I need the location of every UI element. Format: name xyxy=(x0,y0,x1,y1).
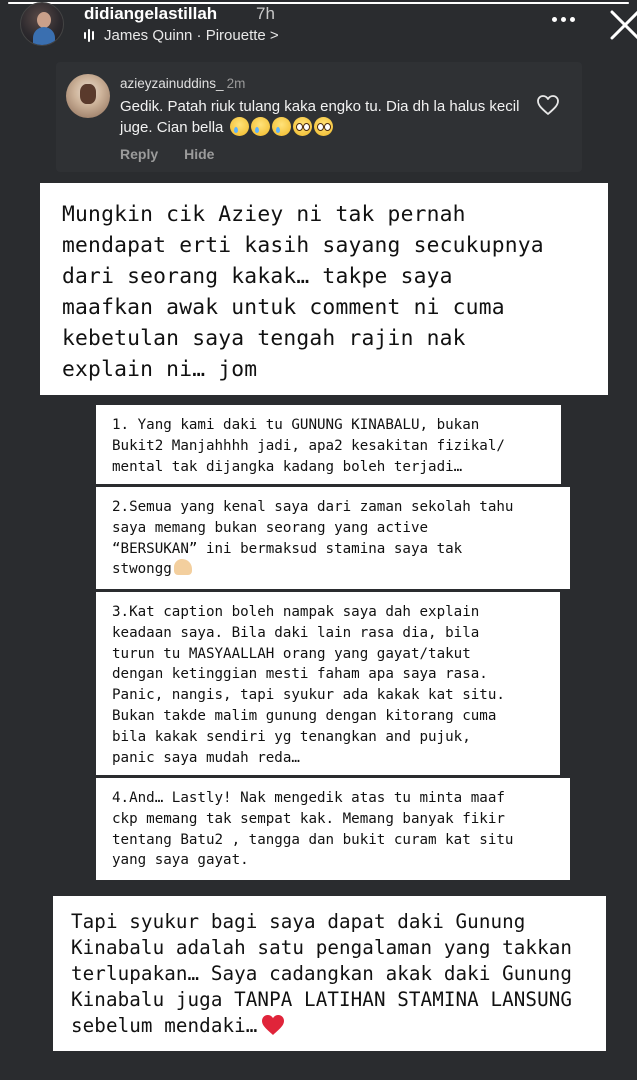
main-text: Mungkin cik Aziey ni tak pernah mendapat erti kasih sayang secukupnya dari seorang kakak… takpe saya maafkan awak untuk comment ni cuma kebetulan saya tengah rajin nak explain ni… jom xyxy=(62,202,544,382)
main-text-box xyxy=(40,183,608,395)
commenter-username xyxy=(120,76,245,91)
point-1-box xyxy=(96,405,561,484)
red-heart-icon xyxy=(261,1014,285,1036)
flexed-biceps-icon xyxy=(174,559,192,575)
story-header xyxy=(18,0,637,52)
closing-text xyxy=(71,909,606,1039)
comment-text xyxy=(120,96,520,138)
hide-button[interactable]: Hide xyxy=(184,146,215,162)
point-4-text: 4.And… Lastly! Nak mengedik atas tu minta maaf ckp memang tak sempat kak. Memang banyak fikir tentang Batu2 , tangga dan bukit curam kat situ yang saya gayat. xyxy=(112,790,514,869)
point-4-box xyxy=(96,778,570,880)
comment-time: 2m xyxy=(226,76,246,91)
crying-face-icon xyxy=(251,117,270,136)
comment-actions xyxy=(120,146,214,162)
point-2-text xyxy=(112,497,570,580)
heart-icon[interactable] xyxy=(536,94,560,116)
close-icon[interactable] xyxy=(608,8,637,42)
closing-body: Tapi syukur bagi saya dapat daki Gunung Kinabalu adalah satu pengalaman yang takkan terlupakan… Saya cadangkan akak daki Gunung Kinabalu juga TANPA LATIHAN STAMINA LANSUNG sebelum mendaki… xyxy=(71,910,573,1037)
more-dots-icon[interactable] xyxy=(552,17,575,22)
story-username[interactable]: didiangelastillah xyxy=(84,4,218,23)
point-2-box xyxy=(96,487,570,589)
point-3-text: 3.Kat caption boleh nampak saya dah explain keadaan saya. Bila daki lain rasa dia, bila turun tu MASYAALLAH orang yang gayat/takut dengan ketinggian mesti faham apa saya rasa. Panic, nangis, tapi syukur ada kakak kat situ. Bukan takde malim gunung dengan kitorang cuma bila kakak sendiri yg tenangkan and pujuk, panic saya mudah reda… xyxy=(112,604,505,766)
crying-face-icon xyxy=(272,117,291,136)
closing-text-box xyxy=(53,896,606,1051)
commenter-name: azieyzainuddins_ xyxy=(120,76,224,91)
crying-face-icon xyxy=(230,117,249,136)
pleading-face-icon xyxy=(293,117,312,136)
point-3-box xyxy=(96,592,560,775)
profile-avatar[interactable] xyxy=(20,2,64,46)
comment-body: Gedik. Patah riuk tulang kaka engko tu. Dia dh la halus kecil juge. Cian bella xyxy=(120,98,520,136)
music-label: James Quinn · Pirouette > xyxy=(104,27,279,44)
story-timestamp: 7h xyxy=(256,4,275,23)
reply-comment-sticker xyxy=(56,62,582,172)
music-bars-icon xyxy=(84,29,94,43)
commenter-avatar xyxy=(66,74,110,118)
music-attribution[interactable] xyxy=(84,27,279,44)
point-1-text: 1. Yang kami daki tu GUNUNG KINABALU, bukan Bukit2 Manjahhhh jadi, apa2 kesakitan fizikal/ mental tak dijangka kadang boleh terjadi… xyxy=(112,417,505,475)
point-2-body: 2.Semua yang kenal saya dari zaman sekolah tahu saya memang bukan seorang yang active “BERSUKAN” ini bermaksud stamina saya tak stwongg xyxy=(112,499,514,578)
pleading-face-icon xyxy=(314,117,333,136)
reply-button[interactable]: Reply xyxy=(120,146,159,162)
